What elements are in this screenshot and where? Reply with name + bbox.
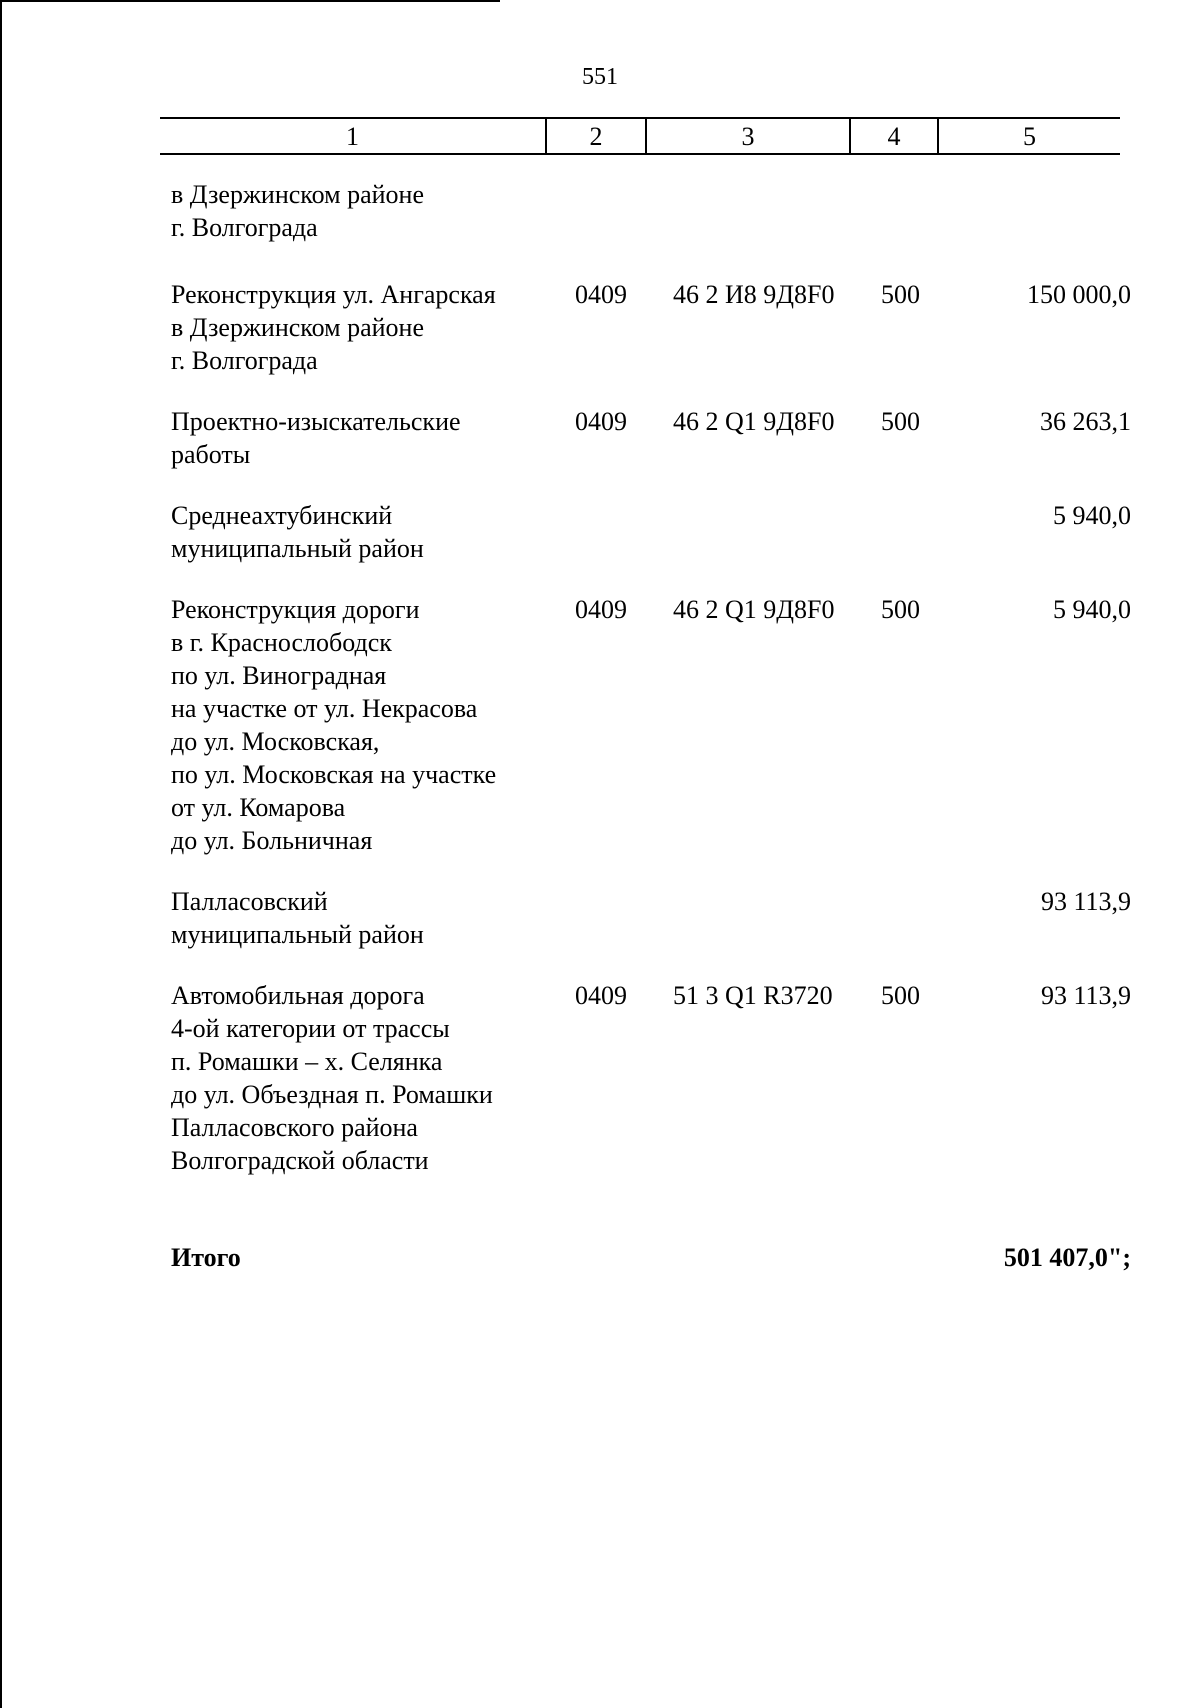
header-col-5: 5 [1023,122,1036,151]
row-target-code: 46 2 Q1 9Д8F0 [673,595,835,624]
total-value: 501 407,0"; [1003,1243,1131,1272]
row-section-code: 0409 [575,595,627,624]
table-row [171,979,1131,1177]
row-target-code [671,885,881,951]
row-name-line: Палласовского района [171,1113,418,1142]
row-target-code [671,499,881,565]
row-name-line: в г. Краснослободск [171,628,392,657]
row-section-code [571,178,671,244]
table-row [171,885,1131,951]
header-col-1: 1 [160,119,547,153]
row-name-line: п. Ромашки – х. Селянка [171,1047,443,1076]
row-name-line: до ул. Объездная п. Ромашки [171,1080,493,1109]
row-name [171,499,571,565]
row-section-code [571,885,671,951]
row-amount: 5 940,0 [1053,501,1131,530]
total-row [171,1241,1131,1274]
row-name-line: по ул. Московская на участке [171,760,497,789]
row-name-line: Реконструкция ул. Ангарская [171,280,496,309]
row-target-code [671,178,881,244]
row-name-line: 4-ой категории от трассы [171,1014,450,1043]
table-row [171,278,1131,377]
row-name-line: до ул. Больничная [171,826,373,855]
row-expense-type: 500 [881,981,920,1010]
row-expense-type: 500 [881,280,920,309]
row-name-line: Палласовский [171,887,328,916]
row-target-code: 46 2 И8 9Д8F0 [673,280,835,309]
row-name-line: по ул. Виноградная [171,661,387,690]
row-name-line: на участке от ул. Некрасова [171,694,478,723]
row-amount: 93 113,9 [1040,887,1131,916]
row-amount: 5 940,0 [1053,595,1131,624]
table-body [171,178,1131,1177]
table-header [160,117,1120,155]
scan-edge-left [0,0,2,1708]
row-name-line: в Дзержинском районе [171,313,424,342]
row-name-line: работы [171,440,251,469]
page-number: 551 [582,64,618,90]
row-name [171,885,571,951]
row-name [171,178,571,244]
row-expense-type [881,885,971,951]
table-row [171,405,1131,471]
row-name [171,593,571,857]
total-label: Итого [171,1243,241,1272]
row-name [171,278,571,377]
row-section-code: 0409 [575,407,627,436]
header-col-3: 3 [647,119,851,153]
table-row [171,499,1131,565]
row-amount: 93 113,9 [1040,981,1131,1010]
header-col-2: 2 [547,119,647,153]
row-expense-type [881,178,971,244]
row-name [171,979,571,1177]
row-target-code: 46 2 Q1 9Д8F0 [673,407,835,436]
table-row [171,178,1131,244]
row-amount [971,178,1131,244]
header-col-4: 4 [851,119,939,153]
row-name-line: муниципальный район [171,920,424,949]
row-name-line: до ул. Московская, [171,727,380,756]
scan-edge-top [0,0,500,2]
row-name-line: от ул. Комарова [171,793,346,822]
row-expense-type: 500 [881,407,920,436]
row-name-line: Автомобильная дорога [171,981,425,1010]
row-expense-type: 500 [881,595,920,624]
row-expense-type [881,499,971,565]
row-name [171,405,571,471]
table-row [171,593,1131,857]
row-name-line: Реконструкция дороги [171,595,420,624]
row-amount: 150 000,0 [1027,280,1131,309]
row-name-line: Волгоградской области [171,1146,429,1175]
row-amount: 36 263,1 [1040,407,1131,436]
row-name-line: Среднеахтубинский [171,501,393,530]
row-name-line: г. Волгограда [171,346,318,375]
row-section-code [571,499,671,565]
row-section-code: 0409 [575,981,627,1010]
row-name-line: в Дзержинском районе [171,180,424,209]
row-name-line: г. Волгограда [171,213,318,242]
row-target-code: 51 3 Q1 R3720 [673,981,833,1010]
row-section-code: 0409 [575,280,627,309]
row-name-line: муниципальный район [171,534,424,563]
row-name-line: Проектно-изыскательские [171,407,461,436]
